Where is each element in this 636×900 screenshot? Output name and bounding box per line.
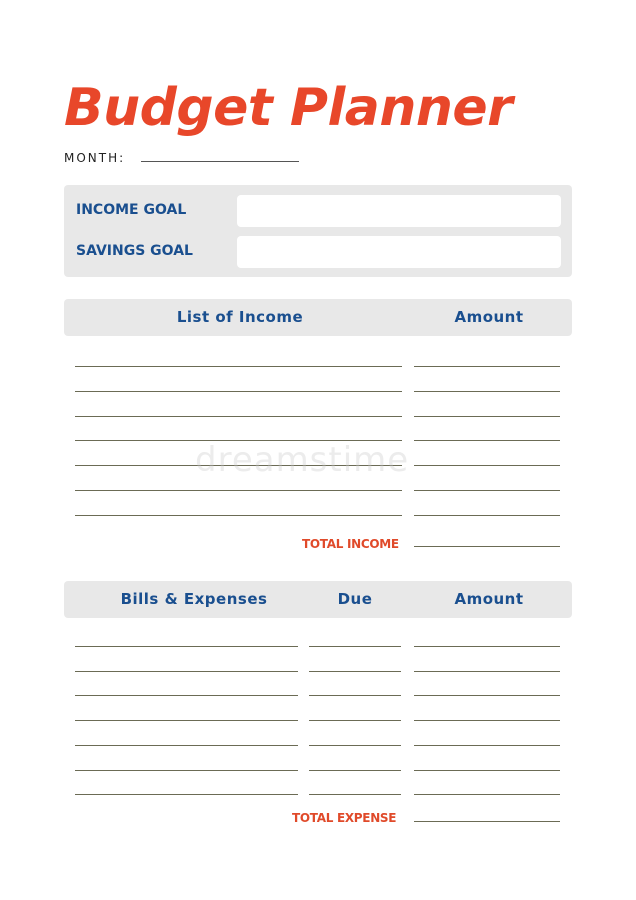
expense-name-line[interactable] — [75, 646, 298, 647]
expenses-amount-header: Amount — [454, 590, 524, 608]
income-amount-line[interactable] — [414, 366, 560, 367]
expense-name-line[interactable] — [75, 695, 298, 696]
income-list-header: List of Income — [176, 308, 304, 326]
expense-name-line[interactable] — [75, 770, 298, 771]
income-amount-line[interactable] — [414, 490, 560, 491]
total-income-label: TOTAL INCOME — [302, 537, 399, 551]
income-amount-line[interactable] — [414, 440, 560, 441]
income-source-line[interactable] — [75, 391, 402, 392]
income-source-line[interactable] — [75, 490, 402, 491]
income-goal-label: INCOME GOAL — [76, 202, 187, 218]
expense-name-line[interactable] — [75, 745, 298, 746]
page-title: Budget Planner — [64, 78, 513, 138]
expense-amount-line[interactable] — [414, 770, 560, 771]
expense-due-line[interactable] — [309, 671, 401, 672]
savings-goal-input[interactable] — [237, 236, 561, 268]
expense-amount-line[interactable] — [414, 646, 560, 647]
expense-due-line[interactable] — [309, 770, 401, 771]
expenses-due-header: Due — [337, 590, 373, 608]
total-expense-label: TOTAL EXPENSE — [292, 811, 397, 825]
expense-amount-line[interactable] — [414, 720, 560, 721]
expense-name-line[interactable] — [75, 720, 298, 721]
expenses-table-header — [64, 581, 572, 618]
income-source-line[interactable] — [75, 515, 402, 516]
income-source-line[interactable] — [75, 366, 402, 367]
expenses-list-header: Bills & Expenses — [120, 590, 268, 608]
expense-amount-line[interactable] — [414, 695, 560, 696]
expense-name-line[interactable] — [75, 794, 298, 795]
income-amount-line[interactable] — [414, 391, 560, 392]
expense-amount-line[interactable] — [414, 671, 560, 672]
income-amount-line[interactable] — [414, 465, 560, 466]
expense-due-line[interactable] — [309, 720, 401, 721]
income-amount-header: Amount — [454, 308, 524, 326]
expense-due-line[interactable] — [309, 695, 401, 696]
expense-amount-line[interactable] — [414, 745, 560, 746]
month-label: MONTH: — [64, 151, 126, 165]
total-income-field[interactable] — [414, 546, 560, 547]
expense-due-line[interactable] — [309, 646, 401, 647]
income-amount-line[interactable] — [414, 416, 560, 417]
income-source-line[interactable] — [75, 416, 402, 417]
income-goal-input[interactable] — [237, 195, 561, 227]
expense-due-line[interactable] — [309, 794, 401, 795]
income-amount-line[interactable] — [414, 515, 560, 516]
total-expense-field[interactable] — [414, 821, 560, 822]
income-table-header — [64, 299, 572, 336]
expense-due-line[interactable] — [309, 745, 401, 746]
expense-amount-line[interactable] — [414, 794, 560, 795]
expense-name-line[interactable] — [75, 671, 298, 672]
month-field[interactable] — [141, 161, 299, 162]
watermark: dreamstime — [195, 440, 410, 480]
savings-goal-label: SAVINGS GOAL — [76, 243, 193, 259]
